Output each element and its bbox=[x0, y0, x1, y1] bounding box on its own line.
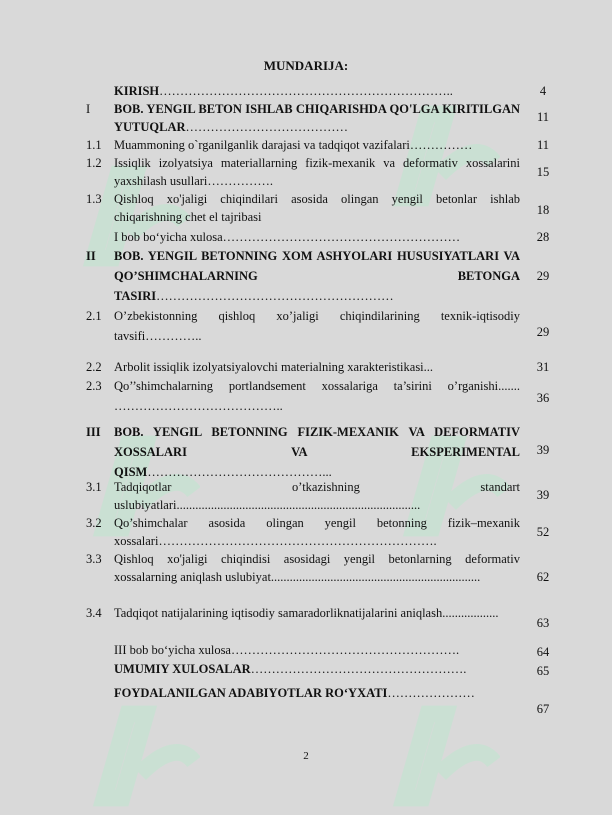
entry-text: UMUMIY XULOSALAR……………………………………………. bbox=[114, 662, 467, 676]
entry-number: II bbox=[86, 249, 96, 263]
entry-page: 11 bbox=[536, 110, 550, 124]
entry-page: 67 bbox=[536, 702, 550, 716]
entry-text: BOB. YENGIL BETON ISHLAB CHIQARISHDA QO'LGA KIRITILGAN YUTUQLAR………………………………… bbox=[114, 102, 520, 134]
entry-number: 2.2 bbox=[86, 360, 102, 374]
entry-page: 52 bbox=[536, 525, 550, 539]
entry-page: 18 bbox=[536, 203, 550, 217]
entry-text: Muammoning o`rganilganlik darajasi va tadqiqot vazifalari…………… bbox=[114, 138, 473, 152]
entry-page: 36 bbox=[536, 391, 550, 405]
entry-number: 1.1 bbox=[86, 138, 102, 152]
entry-text: Tadqiqotlar o’tkazishning standart uslubiyatlari.............................................................................. bbox=[114, 480, 520, 512]
entry-page: 4 bbox=[539, 84, 547, 98]
entry-page: 29 bbox=[536, 325, 550, 339]
entry-text: Qo’’shimchalarning portlandsement xossalariga ta’sirini o’rganishi....... ………………………………….. bbox=[114, 379, 520, 413]
entry-text: Qishloq xo'jaligi chiqindisi asosidagi yengil betonlarning deformativ xossalarning aniqlash uslubiyat................................................................... bbox=[114, 552, 520, 584]
entry-page: 15 bbox=[536, 165, 550, 179]
entry-page: 39 bbox=[536, 488, 550, 502]
entry-number: 1.3 bbox=[86, 192, 102, 206]
entry-number: 3.1 bbox=[86, 480, 102, 494]
entry-text: KIRISH…………………………………………………………….. bbox=[114, 84, 453, 98]
entry-text: Arbolit issiqlik izolyatsiyalovchi materialning xarakteristikasi... bbox=[114, 360, 434, 374]
entry-number: 3.4 bbox=[86, 606, 102, 620]
entry-number: 3.2 bbox=[86, 516, 102, 530]
entry-text: Qo’shimchalar asosida olingan yengil betonning fizik–mexanik xossalari…………………………………………………………. bbox=[114, 516, 520, 548]
entry-page: 63 bbox=[536, 616, 550, 630]
entry-page: 11 bbox=[536, 138, 550, 152]
entry-page: 29 bbox=[536, 269, 550, 283]
entry-number: 2.1 bbox=[86, 309, 102, 323]
entry-text: BOB. YENGIL BETONNING XOM ASHYOLARI HUSUSIYATLARI VA QO’SHIMCHALARNING BETONGA TASIRI………………………………………………… bbox=[114, 249, 520, 303]
entry-page: 31 bbox=[536, 360, 550, 374]
toc-title: MUNDARIJA: bbox=[263, 58, 349, 73]
entry-number: III bbox=[86, 425, 101, 439]
entry-number: I bbox=[86, 102, 91, 116]
entry-text: FOYDALANILGAN ADABIYOTLAR RO‘YXATI………………… bbox=[114, 686, 475, 700]
entry-text: I bob bo‘yicha xulosa………………………………………………… bbox=[114, 230, 461, 244]
entry-text: Tadqiqot natijalarining iqtisodiy samaradorliknatijalarini aniqlash.................. bbox=[114, 606, 499, 620]
entry-number: 1.2 bbox=[86, 156, 102, 170]
page-number: 2 bbox=[303, 750, 309, 762]
entry-page: 28 bbox=[536, 230, 550, 244]
entry-text: O’zbekistonning qishloq xo’jaligi chiqindilarining texnik-iqtisodiy tavsifi………….. bbox=[114, 309, 520, 343]
entry-text: BOB. YENGIL BETONNING FIZIK-MEXANIK VA DEFORMATIV XOSSALARI VA EKSPERIMENTAL QISM……………………………………... bbox=[114, 425, 520, 479]
entry-number: 3.3 bbox=[86, 552, 102, 566]
entry-text: Issiqlik izolyatsiya materiallarning fizik-mexanik va deformativ xossalarini yaxshilash usullari……………. bbox=[114, 156, 520, 188]
entry-text: III bob bo‘yicha xulosa………………………………………………. bbox=[114, 643, 460, 657]
entry-page: 39 bbox=[536, 443, 550, 457]
entry-text: Qishloq xo'jaligi chiqindilari asosida olingan yengil betonlar ishlab chiqarishning chet el tajribasi bbox=[114, 192, 520, 224]
entry-number: 2.3 bbox=[86, 379, 102, 393]
entry-page: 62 bbox=[536, 570, 550, 584]
entry-page: 64 bbox=[536, 645, 550, 659]
entry-page: 65 bbox=[536, 664, 550, 678]
